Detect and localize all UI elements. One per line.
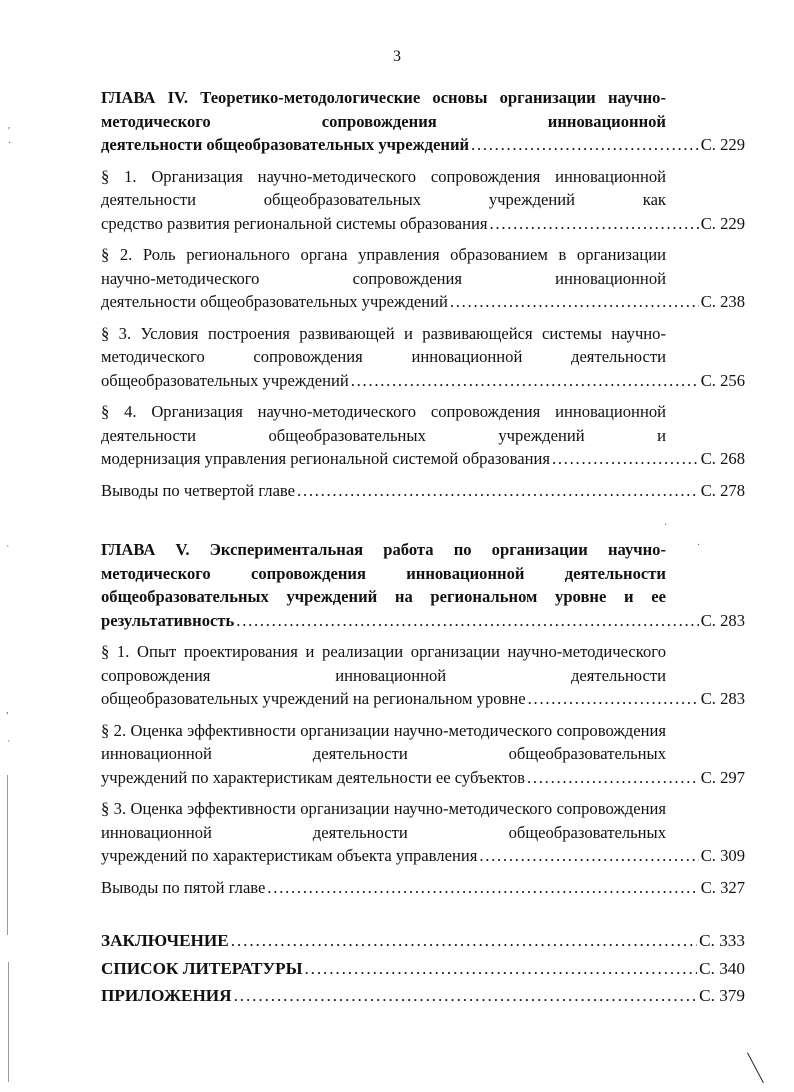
- toc-entry-text: § 2. Роль регионального органа управления образованием в организации научно-методического сопровождения инновационной: [101, 245, 666, 288]
- scan-mark: [7, 775, 8, 935]
- toc-page-ref: С. 268: [700, 449, 745, 468]
- toc-section-5-3: [101, 797, 745, 868]
- dot-leader: [304, 957, 697, 981]
- toc-entry-text-last-line: общеобразовательных учреждений на региональном уровне: [101, 689, 526, 708]
- toc-entry-text: § 4. Организация научно-методического сопровождения инновационной деятельности общеобразовательных учреждений и: [101, 402, 666, 445]
- toc-page-ref: С. 256: [700, 370, 745, 390]
- toc-section-5-2: [101, 719, 745, 790]
- dot-leader: [527, 766, 699, 790]
- toc-page-ref: С. 229: [700, 135, 745, 154]
- toc-entry-text: § 2. Оценка эффективности организации научно-методического сопровождения инновационной деятельности общеобразовательных: [101, 720, 666, 763]
- toc-entry-text-last-line: СПИСОК ЛИТЕРАТУРЫ: [101, 958, 303, 978]
- toc-appendices: [101, 984, 745, 1008]
- toc-conclusions-5: [101, 876, 745, 900]
- toc-entry-text: § 3. Оценка эффективности организации научно-методического сопровождения инновационной деятельности общеобразовательных: [101, 799, 666, 842]
- toc-page-ref: С. 309: [700, 846, 745, 865]
- toc-page-ref: С. 297: [700, 767, 745, 787]
- toc-section-4-3: [101, 322, 745, 393]
- toc-entry-text-last-line: учреждений по характеристикам объекта управления: [101, 846, 478, 865]
- page-number: 3: [393, 48, 401, 65]
- toc-entry-text-last-line: результативность: [101, 610, 235, 630]
- toc-page-ref: С. 229: [700, 213, 745, 233]
- dot-leader: [351, 369, 699, 393]
- toc-entry-text: § 1. Опыт проектирования и реализации организации научно-методического сопровождения инновационной деятельности: [101, 642, 666, 685]
- toc-entry-text: § 3. Условия построения развивающей и развивающейся системы научно-методического сопровождения инновационной деятельности: [101, 323, 666, 366]
- toc-page-ref: С. 379: [699, 986, 745, 1005]
- toc-entry-text-last-line: средство развития региональной системы образования: [101, 213, 488, 233]
- dot-leader: [267, 876, 698, 900]
- toc-page-ref: С. 327: [700, 877, 745, 897]
- scan-mark: `: [6, 545, 10, 556]
- toc-page-ref: С. 278: [700, 480, 745, 500]
- dot-leader: [471, 133, 699, 157]
- scan-mark: ·: [8, 138, 12, 149]
- dot-leader: [234, 984, 698, 1008]
- toc-entry-text-last-line: Выводы по четвертой главе: [101, 480, 296, 500]
- dot-leader: [479, 844, 698, 868]
- scan-mark: ʹ: [8, 126, 11, 137]
- toc-entry-text-last-line: модернизация управления региональной системой образования: [101, 449, 550, 468]
- toc-page-ref: С. 340: [699, 958, 745, 978]
- table-of-contents: [101, 86, 745, 1012]
- toc-conclusion: [101, 929, 745, 953]
- dot-leader: [231, 929, 697, 953]
- dot-leader: [528, 687, 699, 711]
- toc-section-5-1: [101, 640, 745, 711]
- toc-entry-text: § 1. Организация научно-методического сопровождения инновационной деятельности общеобразовательных учреждений как: [101, 166, 666, 209]
- toc-page-ref: С. 283: [700, 610, 745, 630]
- toc-entry-text-last-line: ЗАКЛЮЧЕНИЕ: [101, 931, 229, 950]
- toc-references: [101, 957, 745, 981]
- toc-entry-text-last-line: ПРИЛОЖЕНИЯ: [101, 986, 232, 1005]
- scan-mark: [8, 962, 9, 1082]
- toc-entry-text-last-line: общеобразовательных учреждений: [101, 370, 349, 390]
- dot-leader: [297, 479, 699, 503]
- toc-page-ref: С. 238: [700, 292, 745, 311]
- toc-section-4-4: [101, 400, 745, 471]
- toc-page-ref: С. 283: [700, 689, 745, 708]
- scan-mark: [747, 1053, 764, 1083]
- scan-mark: ,: [6, 705, 9, 716]
- toc-section-4-2: [101, 243, 745, 314]
- toc-chapter-5: [101, 538, 745, 632]
- toc-entry-text-last-line: деятельности общеобразовательных учреждений: [101, 292, 448, 311]
- toc-page-ref: С. 333: [699, 931, 745, 950]
- dot-leader: [236, 609, 698, 633]
- dot-leader: [490, 212, 699, 236]
- scan-mark: ·: [664, 520, 668, 531]
- toc-entry-text: ГЛАВА V. Экспериментальная работа по организации научно-методического сопровождения инновационной деятельности общеобразовательных учреждений на региональном уровне и ее: [101, 540, 666, 606]
- toc-entry-text-last-line: деятельности общеобразовательных учреждений: [101, 135, 470, 154]
- toc-section-4-1: [101, 165, 745, 236]
- dot-leader: [552, 447, 699, 471]
- scan-mark: ·: [697, 540, 701, 551]
- toc-conclusions-4: [101, 479, 745, 503]
- toc-chapter-4: [101, 86, 745, 157]
- dot-leader: [450, 290, 699, 314]
- scan-mark: `: [7, 740, 11, 751]
- toc-entry-text-last-line: учреждений по характеристикам деятельности ее субъектов: [101, 767, 525, 787]
- toc-entry-text-last-line: Выводы по пятой главе: [101, 877, 266, 897]
- toc-entry-text: ГЛАВА IV. Теоретико-методологические основы организации научно-методического сопровождения инновационной: [101, 88, 666, 131]
